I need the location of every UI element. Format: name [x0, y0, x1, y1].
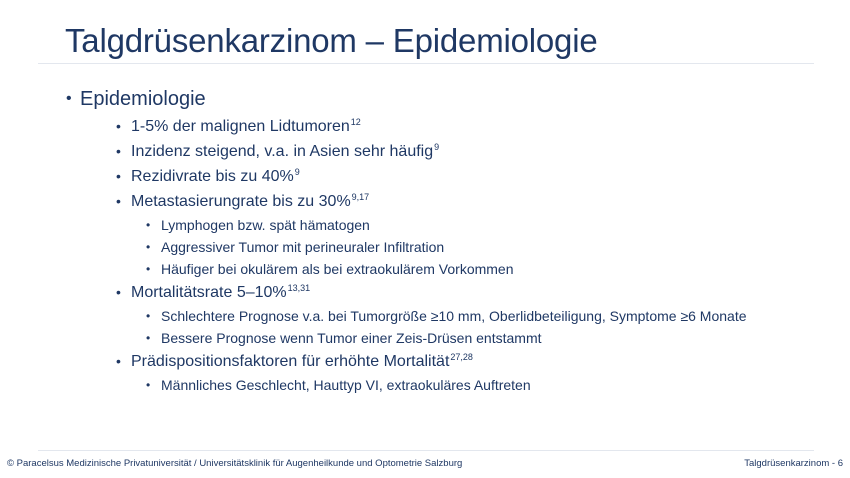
sub-bullet-text: Männliches Geschlecht, Hauttyp VI, extraokuläres Auftreten — [161, 377, 531, 393]
sub-bullet-text: Aggressiver Tumor mit perineuraler Infiltration — [161, 239, 445, 255]
sub-bullet-item — [146, 258, 810, 280]
citation-reference: 27,28 — [450, 351, 473, 362]
citation-reference: 12 — [350, 116, 361, 127]
slide-title: Talgdrüsenkarzinom – Epidemiologie — [65, 22, 598, 59]
sub-bullet-text: Häufiger bei okulärem als bei extraokulärem Vorkommen — [161, 261, 514, 277]
sub-bullet-text: Bessere Prognose wenn Tumor einer Zeis-Drüsen entstammt — [161, 330, 542, 346]
heading-text: Epidemiologie — [80, 88, 206, 110]
bullet-icon: • — [146, 218, 151, 232]
sub-bullet-text: Schlechtere Prognose v.a. bei Tumorgröße ≥10 mm, Oberlidbeteiligung, Symptome ≥6 Monate — [161, 308, 747, 324]
sub-bullet-item — [146, 374, 810, 396]
bullet-icon: • — [146, 309, 151, 323]
bullet-icon: • — [146, 331, 151, 345]
sub-bullet-item — [146, 305, 810, 327]
sub-bullet-item — [146, 214, 810, 236]
sub-sub-bullet-list — [146, 214, 810, 280]
citation-reference: 13,31 — [287, 282, 311, 293]
bullet-icon: • — [146, 240, 151, 254]
bullet-heading — [60, 84, 810, 396]
bullet-icon: • — [116, 353, 121, 369]
bullet-text: Prädispositionsfaktoren für erhöhte Mortalität — [131, 353, 450, 370]
footer-divider — [38, 450, 814, 451]
citation-reference: 9 — [434, 141, 440, 152]
bullet-item — [116, 139, 810, 164]
bullet-text: Metastasierungrate bis zu 30% — [131, 193, 351, 210]
bullet-icon: • — [146, 262, 151, 276]
bullet-item — [116, 189, 810, 280]
sub-bullet-list — [116, 114, 810, 396]
bullet-text: 1-5% der malignen Lidtumoren — [131, 118, 350, 135]
title-divider — [38, 63, 814, 64]
bullet-icon: • — [116, 284, 121, 300]
footer-copyright: © Paracelsus Medizinische Privatuniversität / Universitätsklinik für Augenheilkunde und Optometrie Salzburg — [7, 458, 463, 469]
bullet-list — [60, 84, 810, 396]
bullet-icon: • — [146, 378, 151, 392]
bullet-text: Inzidenz steigend, v.a. in Asien sehr häufig — [131, 143, 434, 160]
bullet-icon: • — [116, 143, 121, 159]
sub-bullet-item — [146, 327, 810, 349]
bullet-item — [116, 349, 810, 396]
bullet-icon: • — [116, 193, 121, 209]
sub-sub-bullet-list — [146, 305, 810, 349]
sub-bullet-text: Lymphogen bzw. spät hämatogen — [161, 217, 370, 233]
citation-reference: 9,17 — [351, 191, 370, 202]
sub-sub-bullet-list — [146, 374, 810, 396]
bullet-icon: • — [116, 118, 121, 134]
citation-reference: 9 — [294, 166, 300, 177]
sub-bullet-item — [146, 236, 810, 258]
footer-page-label: Talgdrüsenkarzinom - 6 — [744, 458, 843, 469]
bullet-text: Mortalitätsrate 5–10% — [131, 284, 287, 301]
bullet-icon: • — [66, 90, 72, 107]
slide-content — [60, 84, 810, 396]
bullet-item — [116, 280, 810, 349]
bullet-text: Rezidivrate bis zu 40% — [131, 168, 294, 185]
bullet-item — [116, 114, 810, 139]
bullet-icon: • — [116, 168, 121, 184]
bullet-item — [116, 164, 810, 189]
